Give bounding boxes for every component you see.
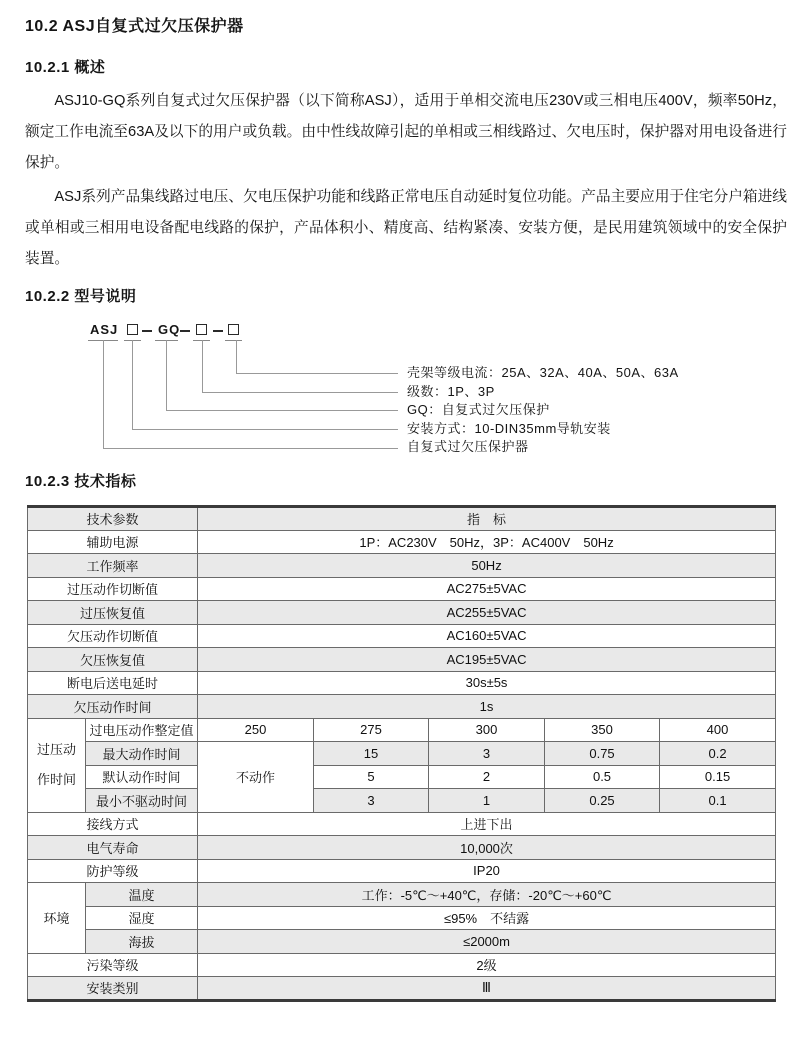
- connector-line: [202, 340, 203, 392]
- spec-cell: 350: [545, 718, 660, 742]
- spec-cell: 400: [660, 718, 776, 742]
- spec-label: 接线方式: [28, 812, 198, 836]
- model-label-poles: 级数：1P、3P: [407, 383, 495, 399]
- spec-value: 1s: [198, 695, 776, 719]
- spec-group-label-line: 作时间: [36, 772, 76, 787]
- connector-line: [103, 448, 398, 449]
- spec-value: 2级: [198, 953, 776, 977]
- model-label-gq: GQ：自复式过欠压保护: [407, 402, 550, 418]
- model-dash: [180, 330, 190, 332]
- connector-line: [236, 340, 237, 373]
- table-row: [28, 883, 776, 907]
- model-code-gq: GQ: [158, 322, 181, 337]
- spec-value: 30s±5s: [198, 671, 776, 695]
- spec-cell: 0.75: [545, 742, 660, 766]
- table-row: [28, 765, 776, 789]
- spec-cell: 0.1: [660, 789, 776, 813]
- spec-value: ≤2000m: [198, 930, 776, 954]
- table-row: [28, 554, 776, 578]
- table-row: [28, 671, 776, 695]
- overview-paragraph-2: ASJ系列产品集线路过电压、欠电压保护功能和线路正常电压自动延时复位功能。产品主要应用于住宅分户箱进线或单相或三相用电设备配电线路的保护，产品体积小、精度高、结构紧凑、安装方便，是民用建筑领域中的安全保护装置。: [25, 189, 787, 267]
- table-row: [28, 530, 776, 554]
- connector-line: [166, 340, 167, 410]
- spec-label: 辅助电源: [28, 530, 198, 554]
- spec-sublabel: 最小不驱动时间: [86, 789, 198, 813]
- model-label-frame-current: 壳架等级电流：25A、32A、40A、50A、63A: [407, 365, 679, 380]
- spec-label: 防护等级: [28, 859, 198, 883]
- table-row: [28, 695, 776, 719]
- spec-value: 1P：AC230V 50Hz，3P：AC400V 50Hz: [198, 530, 776, 554]
- spec-value: IP20: [198, 859, 776, 883]
- spec-label: 污染等级: [28, 953, 198, 977]
- spec-label: 电气寿命: [28, 836, 198, 860]
- spec-label: 过压恢复值: [28, 601, 198, 625]
- spec-cell: 0.15: [660, 765, 776, 789]
- table-row: [28, 624, 776, 648]
- overview-paragraph-1: ASJ10-GQ系列自复式过欠压保护器（以下简称ASJ），适用于单相交流电压230V或三相电压400V，频率50Hz，额定工作电流至63A及以下的用户或负载。由中性线故障引起的单相或三相线路过、欠电压时，保护器对用电设备进行保护。: [25, 93, 787, 171]
- connector-line: [132, 340, 133, 429]
- spec-cell-no-action: 不动作: [198, 742, 314, 813]
- spec-sublabel: 海拔: [86, 930, 198, 954]
- table-row: [28, 718, 776, 742]
- model-underline: [225, 340, 242, 341]
- spec-label: 欠压动作切断值: [28, 624, 198, 648]
- spec-table: [27, 505, 776, 1002]
- spec-value: 10,000次: [198, 836, 776, 860]
- spec-value: 50Hz: [198, 554, 776, 578]
- spec-value: Ⅲ: [198, 977, 776, 1001]
- spec-value: 上进下出: [198, 812, 776, 836]
- model-box-current: [228, 324, 239, 335]
- spec-label: 欠压动作时间: [28, 695, 198, 719]
- table-row: [28, 742, 776, 766]
- model-box-poles: [196, 324, 207, 335]
- spec-cell: 3: [314, 789, 429, 813]
- spec-group-environment: 环境: [28, 883, 86, 954]
- table-row: [28, 930, 776, 954]
- section-title-model: 10.2.2 型号说明: [25, 288, 137, 305]
- spec-sublabel: 温度: [86, 883, 198, 907]
- model-label-mounting: 安装方式：10-DIN35mm导轨安装: [407, 420, 611, 436]
- connector-line: [132, 429, 398, 430]
- table-row: [28, 648, 776, 672]
- table-row: [28, 836, 776, 860]
- spec-group-overvoltage-time: [28, 718, 86, 812]
- section-title-specs: 10.2.3 技术指标: [25, 473, 137, 490]
- spec-cell: 250: [198, 718, 314, 742]
- spec-label: 安装类别: [28, 977, 198, 1001]
- connector-line: [202, 392, 398, 393]
- spec-value: AC255±5VAC: [198, 601, 776, 625]
- spec-value: 工作：-5℃～+40℃，存储：-20℃～+60℃: [198, 883, 776, 907]
- table-row: [28, 577, 776, 601]
- spec-cell: 1: [429, 789, 545, 813]
- spec-value: AC160±5VAC: [198, 624, 776, 648]
- spec-cell: 300: [429, 718, 545, 742]
- table-row: [28, 812, 776, 836]
- section-title-overview: 10.2.1 概述: [25, 59, 106, 76]
- spec-cell: 0.25: [545, 789, 660, 813]
- spec-cell: 3: [429, 742, 545, 766]
- spec-label: 工作频率: [28, 554, 198, 578]
- spec-cell: 275: [314, 718, 429, 742]
- table-row: [28, 977, 776, 1001]
- table-row: [28, 906, 776, 930]
- table-row: [28, 601, 776, 625]
- connector-line: [236, 373, 398, 374]
- spec-label: 过压动作切断值: [28, 577, 198, 601]
- model-label-device: 自复式过欠压保护器: [407, 439, 529, 455]
- spec-label: 断电后送电延时: [28, 671, 198, 695]
- table-row: [28, 789, 776, 813]
- spec-value: AC275±5VAC: [198, 577, 776, 601]
- model-box-mounting: [127, 324, 138, 335]
- spec-cell: 2: [429, 765, 545, 789]
- spec-value: ≤95% 不结露: [198, 906, 776, 930]
- model-dash: [142, 330, 152, 332]
- spec-group-label-line: 过压动: [36, 742, 76, 757]
- overview-text: [25, 86, 787, 275]
- spec-cell: 15: [314, 742, 429, 766]
- spec-sublabel: 湿度: [86, 906, 198, 930]
- page-title: 10.2 ASJ自复式过欠压保护器: [25, 18, 244, 35]
- connector-line: [103, 340, 104, 448]
- model-legend: [407, 364, 679, 457]
- connector-line: [166, 410, 398, 411]
- table-row: [28, 859, 776, 883]
- model-prefix: ASJ: [90, 322, 119, 337]
- spec-header-param: 技术参数: [28, 507, 198, 531]
- table-row: [28, 507, 776, 531]
- spec-value: AC195±5VAC: [198, 648, 776, 672]
- spec-sublabel: 默认动作时间: [86, 765, 198, 789]
- spec-cell: 5: [314, 765, 429, 789]
- spec-cell: 0.2: [660, 742, 776, 766]
- spec-header-value: 指 标: [198, 507, 776, 531]
- table-row: [28, 953, 776, 977]
- spec-cell: 0.5: [545, 765, 660, 789]
- spec-label: 欠压恢复值: [28, 648, 198, 672]
- spec-sublabel: 过电压动作整定值: [86, 718, 198, 742]
- spec-sublabel: 最大动作时间: [86, 742, 198, 766]
- model-dash: [213, 330, 223, 332]
